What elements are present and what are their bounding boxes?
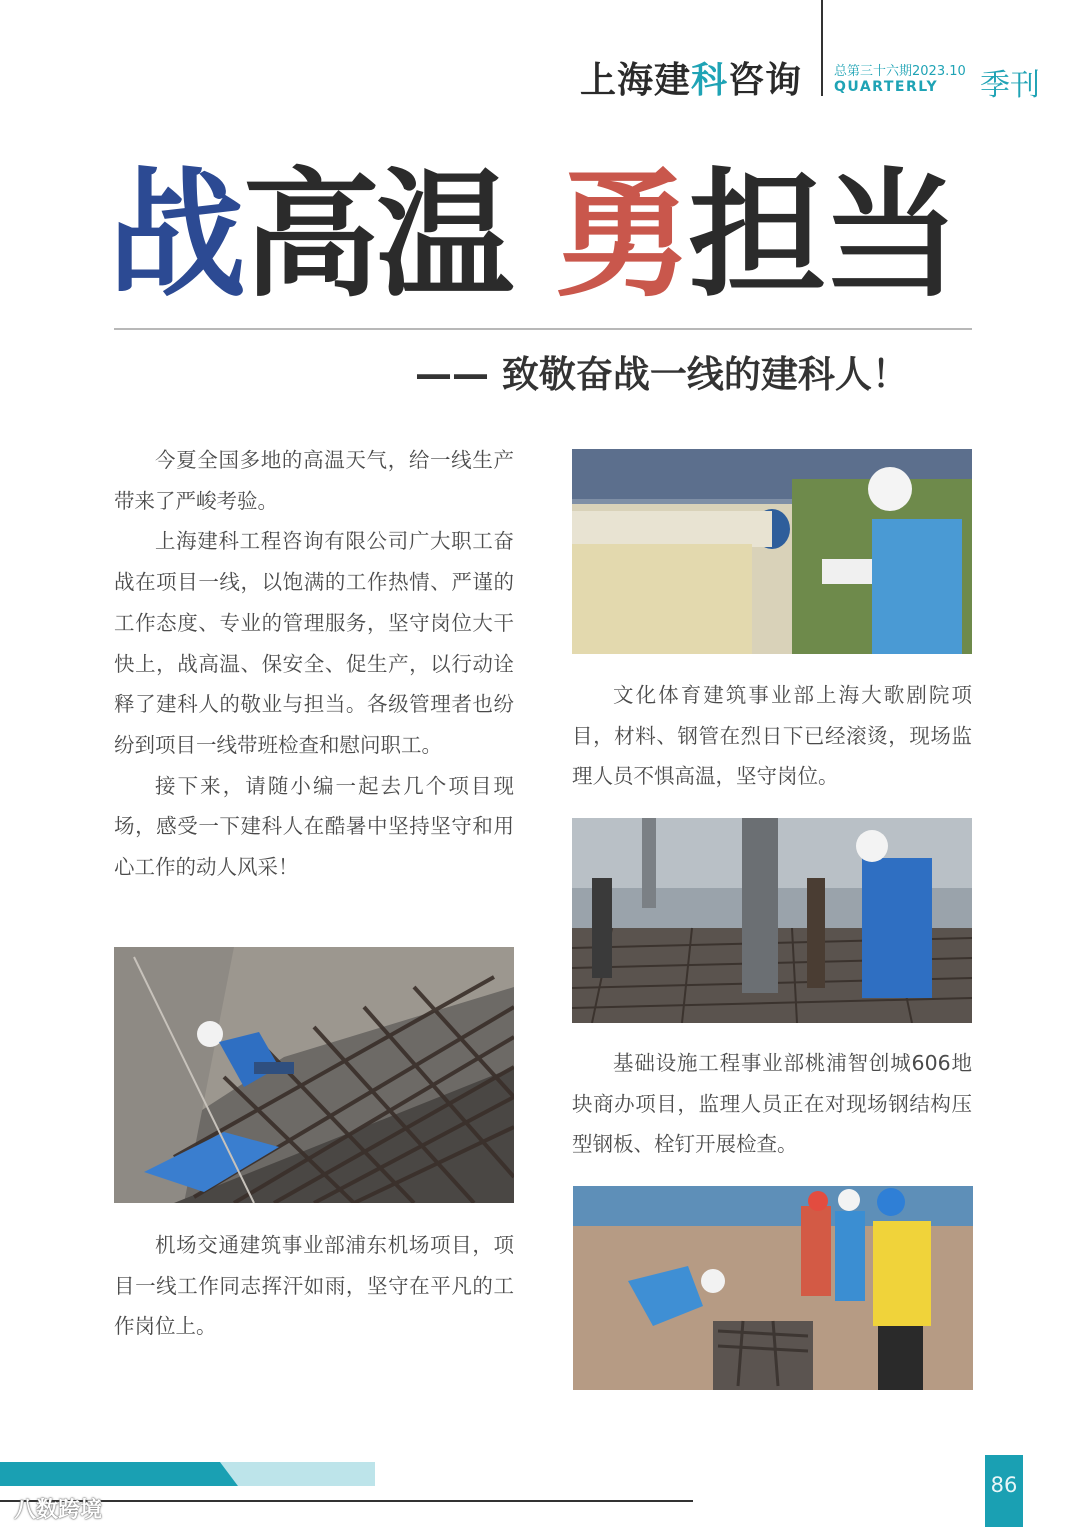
quarterly-cn-label: 季刊 (980, 68, 1040, 103)
caption-airport (114, 1225, 514, 1347)
page-title (108, 155, 957, 316)
title-segment: 高温 (242, 155, 511, 316)
footer-bar-accent (0, 1462, 238, 1486)
caption-text: 文化体育建筑事业部上海大歌剧院项目，材料、钢管在烈日下已经滚烫，现场监理人员不惧高温，坚守岗位。 (572, 683, 972, 789)
title-segment: 担当 (688, 155, 957, 316)
photo-steel-deck (572, 818, 972, 1023)
intro-text (114, 440, 514, 888)
watermark: 八数跨境 (14, 1498, 103, 1523)
magazine-title-part: 咨询 (728, 60, 803, 101)
caption-infra (572, 1043, 972, 1165)
intro-paragraph: 上海建科工程咨询有限公司广大职工奋战在项目一线，以饱满的工作热情、严谨的工作态度、专业的管理服务，坚守岗位大干快上，战高温、保安全、促生产，以行动诠释了建科人的敬业与担当。各级管理者也纷纷到项目一线带班检查和慰问职工。 (114, 529, 514, 757)
quarterly-label: QUARTERLY (834, 79, 939, 95)
title-red-char: 勇 (554, 155, 689, 316)
footer-line (0, 1500, 693, 1502)
magazine-title-part: 上海建 (580, 60, 692, 101)
page-subtitle: —— 致敬奋战一线的建科人！ (415, 353, 909, 396)
caption-text: 机场交通建筑事业部浦东机场项目，项目一线工作同志挥汗如雨，坚守在平凡的工作岗位上。 (114, 1233, 514, 1339)
footer-bar-light (220, 1462, 375, 1486)
caption-opera (572, 675, 972, 797)
title-divider (114, 328, 972, 330)
intro-paragraph: 接下来，请随小编一起去几个项目现场，感受一下建科人在酷暑中坚持坚守和用心工作的动人风采！ (114, 773, 514, 880)
header-divider (821, 0, 823, 96)
page-number: 86 (985, 1455, 1023, 1527)
photo-rebar-inspection (114, 947, 514, 1203)
magazine-title (580, 52, 802, 103)
intro-paragraph: 今夏全国多地的高温天气，给一线生产带来了严峻考验。 (114, 448, 514, 513)
photo-site-inspection (573, 1186, 973, 1390)
magazine-title-accent: 科 (691, 60, 729, 101)
title-blue-char: 战 (108, 155, 243, 316)
issue-number: 总第三十六期2023.10 (834, 64, 966, 79)
photo-opera-materials (572, 449, 972, 654)
caption-text: 基础设施工程事业部桃浦智创城606地块商办项目，监理人员正在对现场钢结构压型钢板、栓钉开展检查。 (572, 1051, 972, 1157)
